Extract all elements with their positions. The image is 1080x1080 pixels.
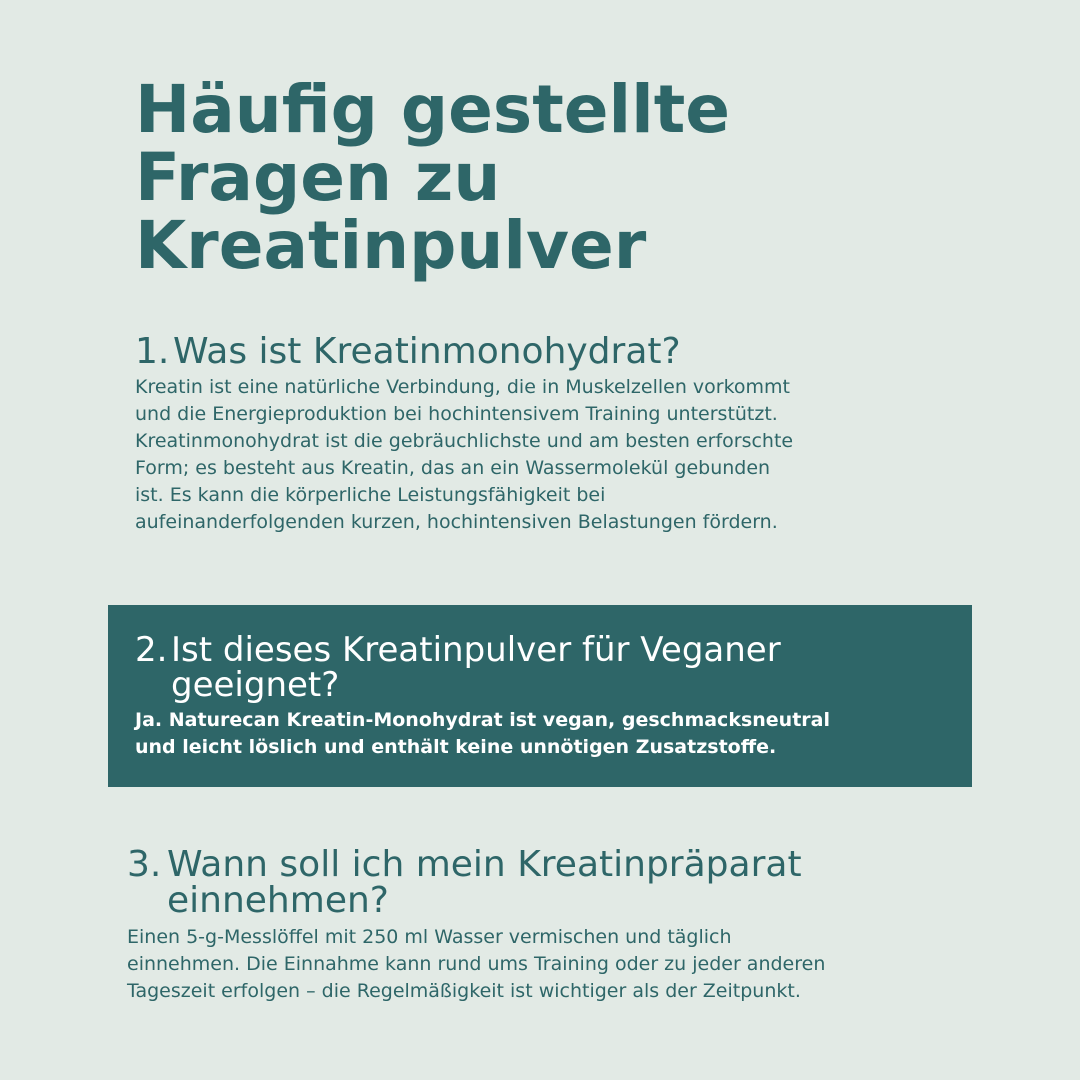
faq-item-2 bbox=[135, 630, 945, 761]
question-line: Ist dieses Kreatinpulver für Veganer bbox=[171, 630, 781, 670]
faq-question bbox=[135, 331, 965, 372]
question-line: Wann soll ich mein Kreatinpräparat bbox=[167, 844, 802, 885]
title-line: Häufig gestellte bbox=[135, 71, 731, 148]
faq-question-text: Was ist Kreatinmonohydrat? bbox=[173, 331, 681, 372]
faq-question-text bbox=[171, 630, 945, 705]
answer-line: Form; es besteht aus Kreatin, das an ein Wassermolekül gebunden bbox=[135, 457, 771, 479]
answer-line: aufeinanderfolgenden kurzen, hochintensiven Belastungen fördern. bbox=[135, 511, 778, 533]
question-line: geeignet? bbox=[171, 665, 340, 705]
answer-line: und die Energieproduktion bei hochintensivem Training unterstützt. bbox=[135, 403, 778, 425]
answer-line: Einen 5-g-Messlöffel mit 250 ml Wasser vermischen und täglich bbox=[127, 926, 732, 948]
faq-answer bbox=[135, 707, 945, 761]
faq-number: 1. bbox=[135, 331, 170, 372]
faq-number: 3. bbox=[127, 844, 162, 885]
title-line: Kreatinpulver bbox=[135, 207, 647, 284]
faq-item-3 bbox=[127, 844, 967, 1005]
title-line: Fragen zu bbox=[135, 139, 501, 216]
faq-number: 2. bbox=[135, 630, 168, 670]
page-title bbox=[135, 71, 731, 284]
faq-answer bbox=[127, 924, 967, 1005]
answer-line: Kreatinmonohydrat ist die gebräuchlichste und am besten erforschte bbox=[135, 430, 794, 452]
faq-question-text bbox=[167, 844, 967, 921]
question-line: einnehmen? bbox=[167, 880, 389, 921]
answer-line: Tageszeit erfolgen – die Regelmäßigkeit ist wichtiger als der Zeitpunkt. bbox=[127, 980, 801, 1002]
faq-question bbox=[127, 844, 967, 921]
answer-line: Kreatin ist eine natürliche Verbindung, die in Muskelzellen vorkommt bbox=[135, 376, 790, 398]
faq-item-1 bbox=[135, 331, 965, 536]
answer-line: ist. Es kann die körperliche Leistungsfähigkeit bei bbox=[135, 484, 606, 506]
faq-answer bbox=[135, 374, 965, 536]
faq-question bbox=[135, 630, 945, 705]
answer-line: und leicht löslich und enthält keine unnötigen Zusatzstoffe. bbox=[135, 736, 777, 758]
answer-line: einnehmen. Die Einnahme kann rund ums Training oder zu jeder anderen bbox=[127, 953, 826, 975]
answer-line: Ja. Naturecan Kreatin-Monohydrat ist vegan, geschmacksneutral bbox=[135, 709, 830, 731]
